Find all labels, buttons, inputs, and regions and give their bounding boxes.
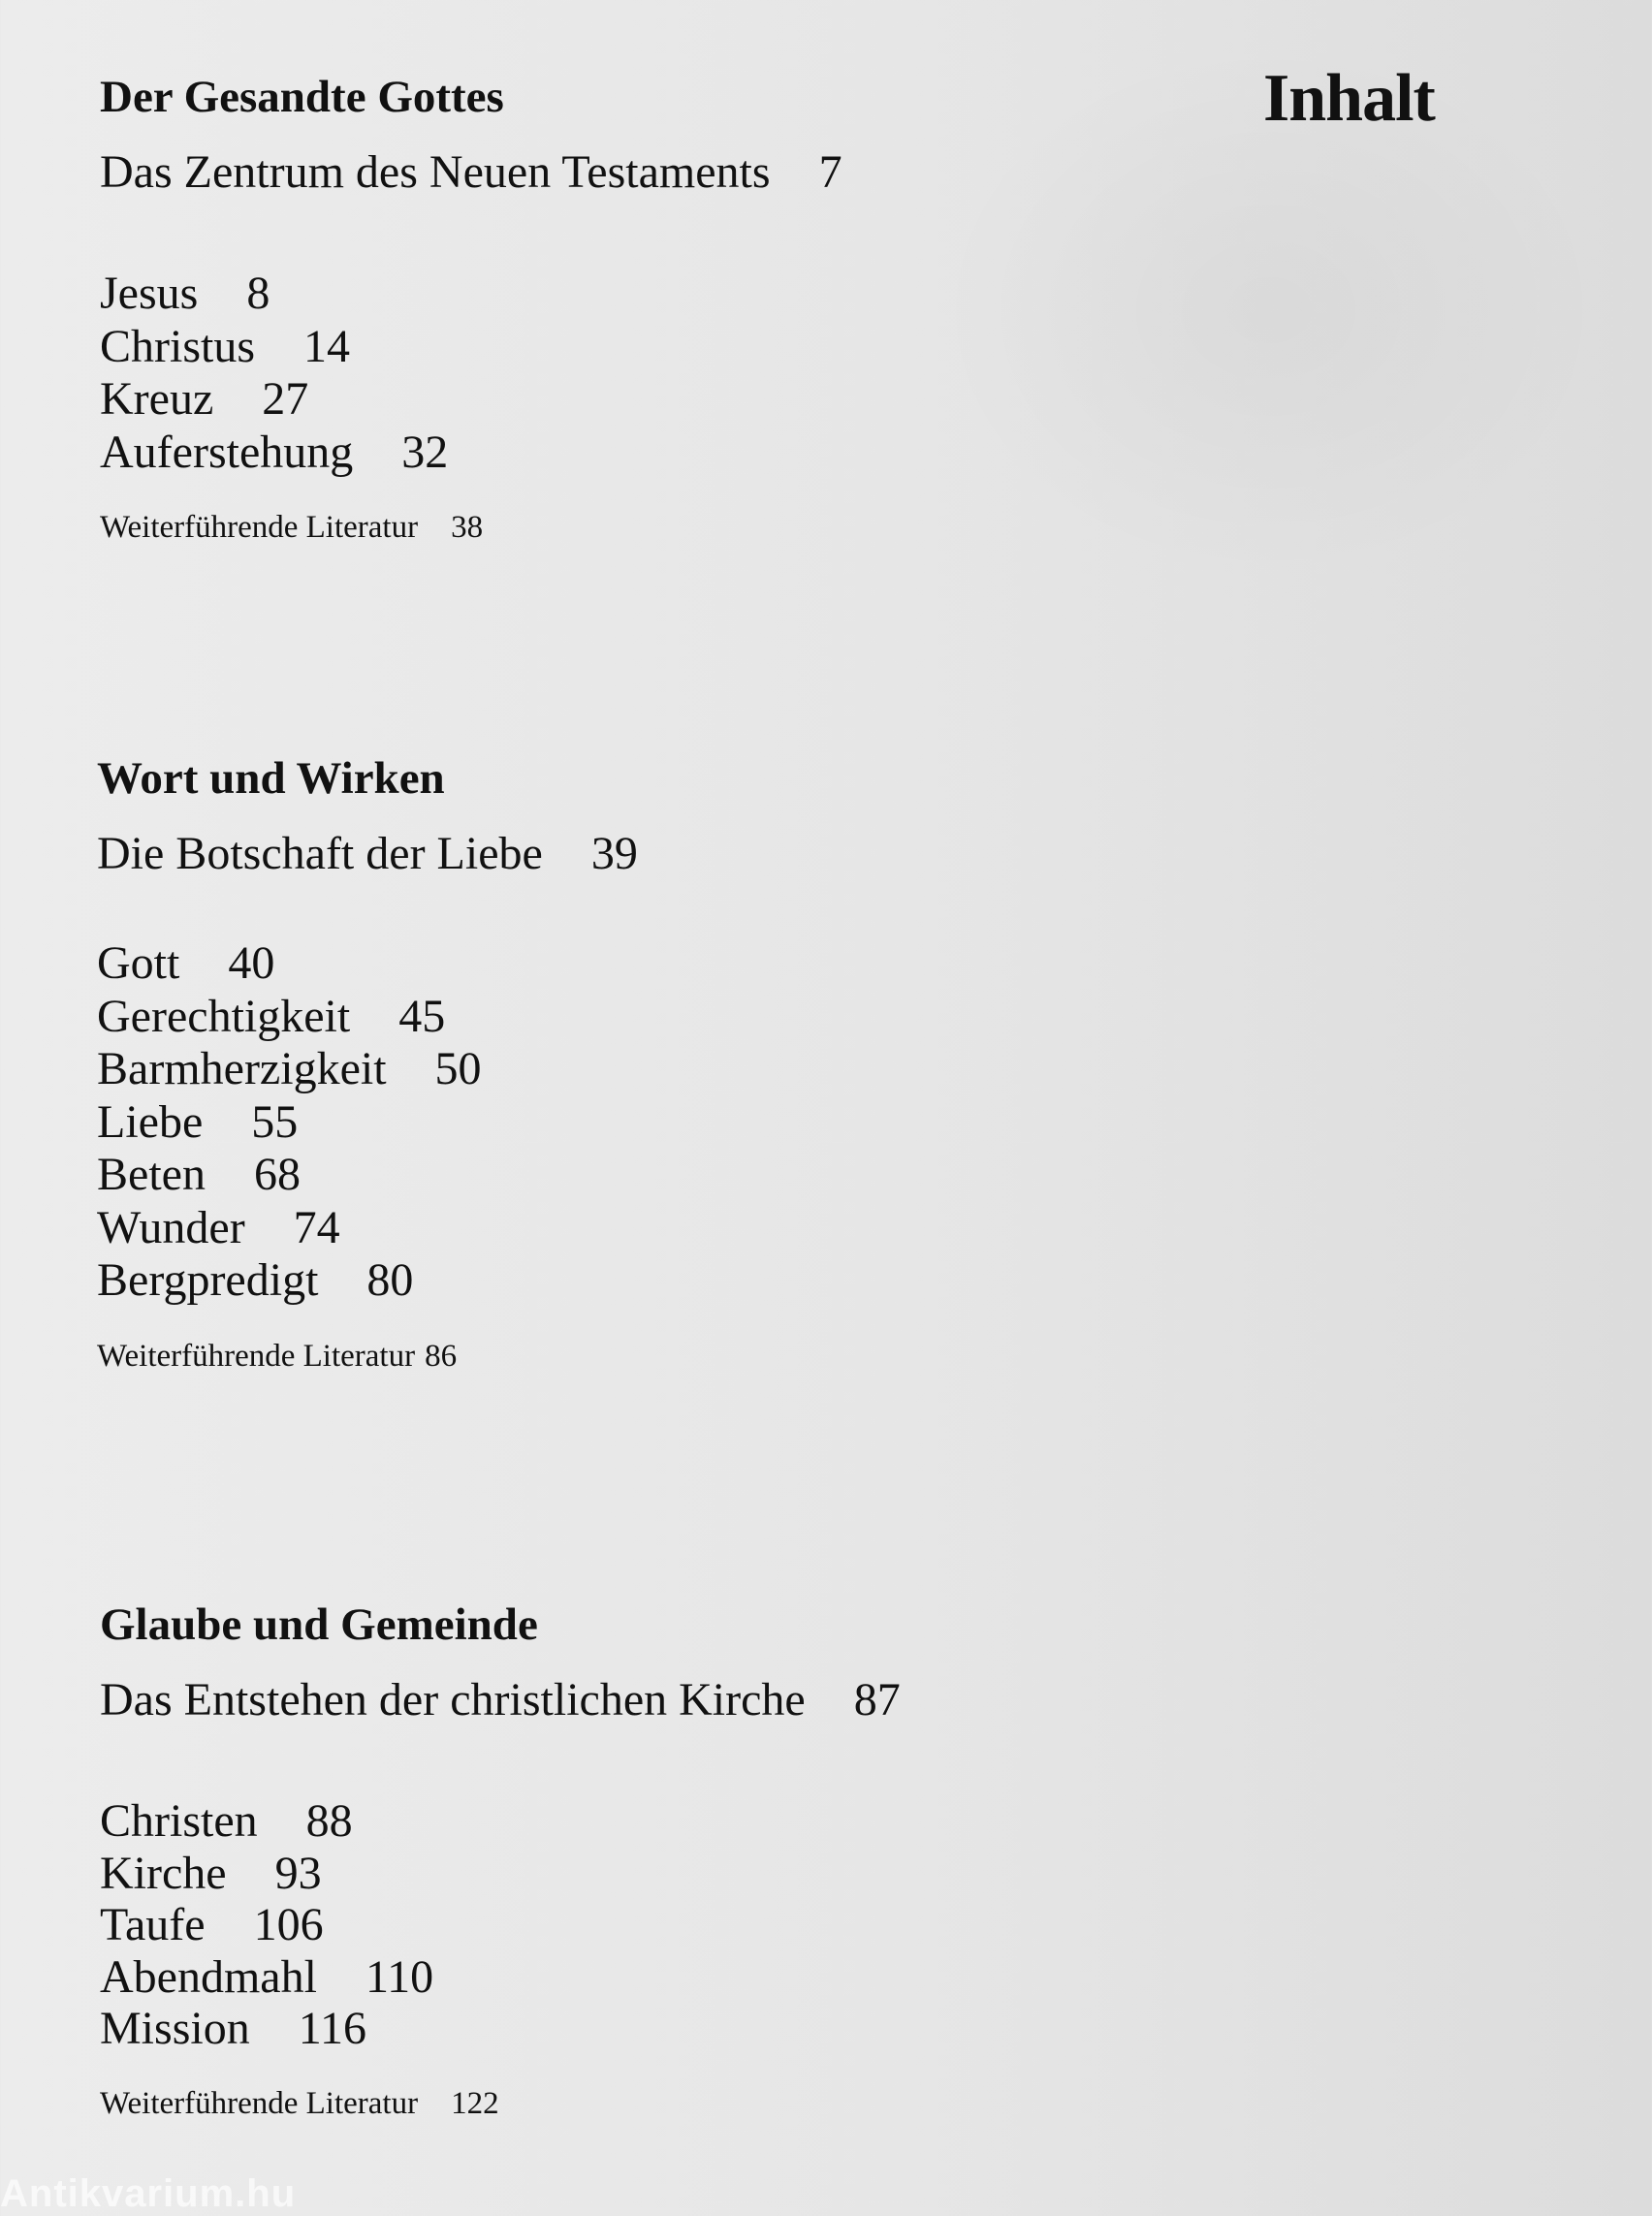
toc-entry-label: Liebe <box>97 1095 204 1148</box>
section-subtitle-page: 39 <box>590 828 638 879</box>
toc-entry-page: 80 <box>366 1254 414 1306</box>
literature-label: Weiterführende Literatur <box>97 1338 416 1374</box>
section-heading: Der Gesandte Gottes <box>100 72 504 122</box>
toc-entry-page: 106 <box>253 1899 324 1950</box>
toc-section-2 <box>97 749 638 1376</box>
literature-page: 122 <box>451 2085 499 2121</box>
toc-entry-page: 8 <box>246 268 270 319</box>
section-subtitle <box>100 143 842 202</box>
toc-entry <box>97 991 638 1044</box>
toc-entry-page: 27 <box>262 373 309 425</box>
literature-page: 38 <box>451 510 484 545</box>
section-subtitle-page: 7 <box>818 146 842 198</box>
toc-entry-label: Wunder <box>97 1201 245 1253</box>
toc-entry-page: 74 <box>293 1201 340 1253</box>
toc-entry-page: 50 <box>434 1043 482 1094</box>
toc-entry-label: Gerechtigkeit <box>97 990 351 1042</box>
toc-entry <box>100 1795 901 1848</box>
toc-entry-page: 93 <box>274 1847 322 1899</box>
toc-entry-page: 45 <box>398 990 446 1042</box>
toc-entry <box>100 1848 901 1900</box>
literature-line <box>97 1337 638 1376</box>
toc-entry <box>97 1096 638 1150</box>
toc-entry-page: 68 <box>253 1149 301 1200</box>
section-subtitle-text: Das Zentrum des Neuen Testaments <box>100 146 771 198</box>
toc-entry <box>97 1149 638 1202</box>
toc-entry <box>100 268 842 321</box>
literature-label: Weiterführende Literatur <box>100 510 419 545</box>
bleed-through-shadow <box>931 39 1609 582</box>
toc-section-3 <box>100 1596 901 2123</box>
toc-entry-label: Beten <box>97 1149 206 1200</box>
toc-entry-page: 55 <box>251 1095 299 1148</box>
section-subtitle-text: Die Botschaft der Liebe <box>97 828 543 879</box>
toc-entry-list <box>97 937 638 1308</box>
toc-entry-label: Jesus <box>100 268 199 319</box>
toc-entry-label: Christen <box>100 1795 258 1847</box>
literature-label: Weiterführende Literatur <box>100 2085 419 2121</box>
literature-page: 86 <box>425 1338 458 1374</box>
toc-entry <box>100 321 842 374</box>
toc-entry-label: Taufe <box>100 1899 206 1950</box>
section-subtitle-page: 87 <box>853 1674 901 1725</box>
toc-entry <box>97 1043 638 1096</box>
section-subtitle <box>100 1671 901 1729</box>
toc-entry-page: 88 <box>305 1795 353 1847</box>
toc-entry-label: Abendmahl <box>100 1950 317 2003</box>
page-title: Inhalt <box>1263 61 1435 136</box>
toc-entry-label: Barmherzigkeit <box>97 1043 387 1094</box>
toc-entry-page: 32 <box>401 426 449 478</box>
section-subtitle-text: Das Entstehen der christlichen Kirche <box>100 1674 806 1725</box>
section-heading: Glaube und Gemeinde <box>100 1599 538 1650</box>
toc-entry <box>100 373 842 427</box>
toc-entry-label: Christus <box>100 320 256 372</box>
toc-entry-label: Gott <box>97 937 180 989</box>
toc-entry-page: 116 <box>298 2003 366 2054</box>
toc-entry-label: Kreuz <box>100 373 214 425</box>
toc-entry-label: Bergpredigt <box>97 1254 319 1306</box>
toc-section-1 <box>100 68 842 547</box>
toc-entry <box>100 427 842 480</box>
toc-entry-page: 40 <box>228 937 275 989</box>
toc-entry-page: 14 <box>303 320 351 372</box>
section-subtitle <box>97 825 638 883</box>
toc-entry <box>97 1202 638 1255</box>
toc-entry-list <box>100 268 842 479</box>
toc-entry-label: Auferstehung <box>100 426 354 478</box>
toc-entry <box>97 937 638 991</box>
literature-line <box>100 508 842 547</box>
toc-entry <box>97 1254 638 1308</box>
toc-entry-label: Mission <box>100 2003 250 2054</box>
toc-entry-list <box>100 1795 901 2055</box>
toc-entry-page: 110 <box>365 1950 434 2003</box>
literature-line <box>100 2084 901 2123</box>
toc-entry <box>100 2003 901 2055</box>
section-heading: Wort und Wirken <box>97 753 445 804</box>
toc-entry-label: Kirche <box>100 1847 227 1899</box>
watermark: Antikvarium.hu <box>0 2172 297 2215</box>
toc-entry <box>100 1951 901 2004</box>
toc-entry <box>100 1899 901 1951</box>
